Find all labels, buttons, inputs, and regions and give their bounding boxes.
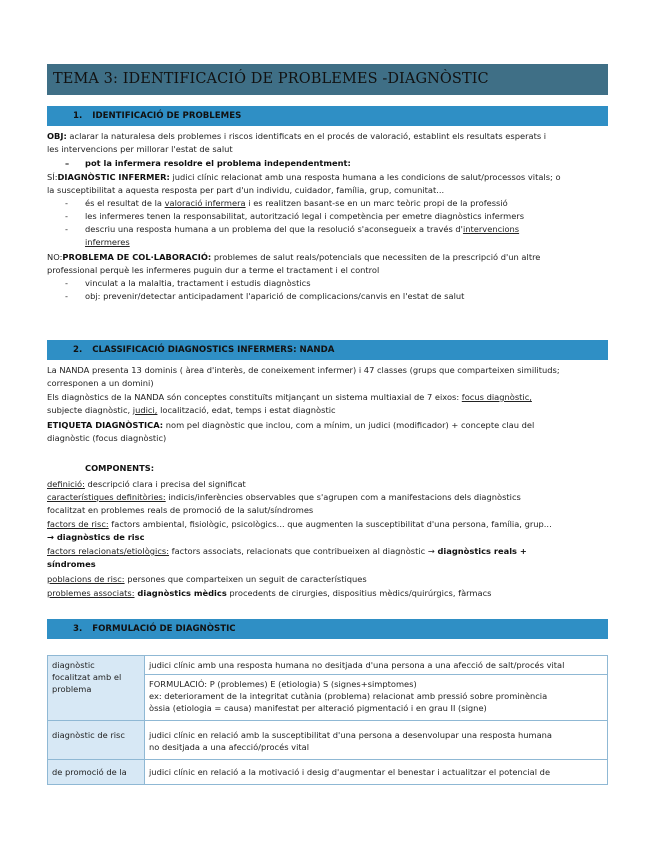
- etiqueta-line-2: diagnòstic (focus diagnòstic): [47, 433, 167, 443]
- underlined: judici,: [132, 405, 158, 415]
- table-row: [48, 760, 608, 785]
- component-text: factors ambiental, fisiològic, psicològics... que augmenten la susceptibilitat d'una persona, família, grup...: [108, 519, 552, 529]
- cell-text: judici clínic en relació amb la susceptibilitat d'una persona a desenvolupar una resposta humana: [149, 730, 553, 740]
- component-line: [47, 587, 491, 599]
- table-value-cell: [145, 760, 608, 785]
- table-row: [48, 721, 608, 760]
- table-value-cell: [145, 675, 608, 721]
- no-line-1: [47, 251, 540, 263]
- list-text: i es realitzen basant-se en un marc teòric propi de la professió: [245, 198, 508, 208]
- list-underlined: infermeres: [85, 237, 130, 247]
- list-item-continuation: [85, 236, 130, 248]
- list-item: - és el resultat de la valoració infermera i es realitzen basant-se en un marc teòric propi de la professió: [65, 198, 508, 208]
- section-number: 2.: [73, 345, 83, 355]
- underlined: focus diagnòstic,: [461, 392, 532, 402]
- obj-label: OBJ:: [47, 131, 67, 141]
- component-text: descripció clara i precisa del significat: [84, 479, 246, 489]
- page-title: TEMA 3: IDENTIFICACIÓ DE PROBLEMES -DIAGNÒSTIC: [47, 64, 608, 95]
- component-line: → diagnòstics de risc: [47, 532, 145, 542]
- si-label: DIAGNÒSTIC INFERMER:: [57, 172, 170, 182]
- list-text: descriu una resposta humana a un problema del que la resolució s'aconsegueix a través d': [85, 224, 463, 234]
- cell-text: de promoció de la: [52, 767, 127, 777]
- component-text: procedents de cirurgies, dispositius mèdics/quirúrgics, fàrmacs: [226, 588, 492, 598]
- list-text: les infermeres tenen la responsabilitat, autorització legal i competència per emetre diagnòstics infermers: [85, 211, 525, 221]
- cell-text: judici clínic amb una resposta humana no desitjada d'una persona a una afecció de salt/procés vital: [149, 660, 565, 670]
- cell-text: FORMULACIÓ: P (problemes) E (etiologia) S (signes+simptomes): [149, 679, 417, 689]
- paragraph-line: corresponen a un domini): [47, 378, 154, 388]
- text: Els diagnòstics de la NANDA són conceptes constituïts mitjançant un sistema multiaxial de 7 eixos:: [47, 392, 462, 402]
- list-item: - vinculat a la malaltia, tractament i estudis diagnòstics: [65, 278, 311, 288]
- si-line-2: la susceptibilitat a aquesta resposta per part d'un individu, cuidador, família, grup, comunitat...: [47, 185, 445, 195]
- component-line: [47, 478, 246, 490]
- cell-text: problema: [52, 684, 92, 694]
- section-title: FORMULACIÓ DE DIAGNÒSTIC: [92, 624, 236, 634]
- paragraph-line: La NANDA presenta 13 dominis ( àrea d'interès, de coneixement infermer) i 47 classes (grups que comparteixen similituds;: [47, 365, 560, 375]
- component-term: definició:: [47, 479, 85, 489]
- si-line-1: [47, 171, 561, 183]
- obj-line-1: [47, 130, 546, 142]
- component-text: indicis/inferències observables que s'agrupen com a manifestacions dels diagnòstics: [165, 492, 521, 502]
- table-row: [48, 656, 608, 675]
- no-prefix: NO:: [47, 252, 63, 262]
- component-line: [47, 491, 521, 503]
- section-header-1: [47, 106, 608, 126]
- list-text: és el resultat de la: [85, 198, 165, 208]
- no-text: problemes de salut reals/potencials que necessiten de la prescripció d'un altre: [211, 252, 541, 262]
- section-number: 1.: [73, 111, 83, 121]
- component-line: [47, 518, 552, 530]
- table-label-cell: [48, 656, 145, 721]
- list-item: - les infermeres tenen la responsabilitat, autorització legal i competència per emetre diagnòstics infermers: [65, 211, 525, 221]
- section-title: CLASSIFICACIÓ DIAGNOSTICS INFERMERS: NANDA: [92, 345, 335, 355]
- component-line: [47, 573, 367, 585]
- component-term: factors de risc:: [47, 519, 109, 529]
- list-underlined: valoració infermera: [164, 198, 246, 208]
- component-line: [47, 545, 527, 557]
- cell-text: òssia (etiologia = causa) manifestat per alteració pigmentació i en grau II (signe): [149, 703, 487, 713]
- list-text: vinculat a la malaltia, tractament i estudis diagnòstics: [85, 278, 311, 288]
- cell-text: diagnòstic de risc: [52, 730, 125, 740]
- list-text: obj: prevenir/detectar anticipadament l'aparició de complicacions/canvis en l'estat de salut: [85, 291, 465, 301]
- diagnosis-table: [47, 655, 608, 785]
- obj-text: aclarar la naturalesa dels problemes i riscos identificats en el procés de valoració, establint els resultats esperats i: [66, 131, 547, 141]
- obj-line-2: les intervencions per millorar l'estat de salut: [47, 144, 233, 154]
- table-value-cell: [145, 656, 608, 675]
- component-text: factors associats, relacionats que contribueixen al diagnòstic →: [169, 546, 438, 556]
- paragraph-line: [47, 391, 532, 403]
- paragraph-line: [47, 404, 336, 416]
- text: localització, edat, temps i estat diagnòstic: [157, 405, 336, 415]
- si-prefix: SÍ:: [47, 172, 58, 182]
- section-header-3: [47, 619, 608, 639]
- component-line: síndromes: [47, 559, 96, 569]
- no-line-2: professional perquè les infermeres puguin dur a terme el tractament i el control: [47, 265, 380, 275]
- component-term: problemes associats:: [47, 588, 135, 598]
- cell-text: focalitzat amb el: [52, 672, 122, 682]
- component-bold: diagnòstics reals +: [437, 546, 527, 556]
- list-item: - descriu una resposta humana a un problema del que la resolució s'aconsegueix a través d'intervencions: [65, 224, 520, 234]
- cell-text: diagnòstic: [52, 660, 95, 670]
- component-line: focalitzat en problemes reals de promoció de la salut/síndromes: [47, 505, 314, 515]
- component-term: característiques definitòries:: [47, 492, 166, 502]
- main-bullet: – pot la infermera resoldre el problema independentment:: [65, 158, 351, 168]
- section-header-2: [47, 340, 608, 360]
- components-heading: COMPONENTS:: [85, 463, 155, 473]
- component-term: poblacions de risc:: [47, 574, 125, 584]
- section-title: IDENTIFICACIÓ DE PROBLEMES: [92, 111, 242, 121]
- list-underlined: intervencions: [462, 224, 520, 234]
- text: subjecte diagnòstic,: [47, 405, 133, 415]
- table-label-cell: [48, 721, 145, 760]
- component-term: factors relacionats/etiològics:: [47, 546, 170, 556]
- etiqueta-text: nom pel diagnòstic que inclou, com a mínim, un judici (modificador) + concepte clau del: [163, 420, 535, 430]
- cell-text: no desitjada a una afecció/procés vital: [149, 742, 310, 752]
- si-text: judici clínic relacionat amb una resposta humana a les condicions de salut/processos vitals; o: [169, 172, 561, 182]
- component-text: persones que comparteixen un seguit de característiques: [124, 574, 367, 584]
- no-label: PROBLEMA DE COL·LABORACIÓ:: [62, 252, 212, 262]
- section-number: 3.: [73, 624, 83, 634]
- list-item: - obj: prevenir/detectar anticipadament l'aparició de complicacions/canvis en l'estat de salut: [65, 291, 465, 301]
- etiqueta-line-1: [47, 419, 534, 431]
- main-bullet-text: pot la infermera resoldre el problema independentment:: [85, 158, 351, 168]
- cell-text: ex: deteriorament de la integritat cutània (problema) relacionat amb pressió sobre prominència: [149, 691, 548, 701]
- etiqueta-label: ETIQUETA DIAGNÒSTICA:: [47, 420, 164, 430]
- component-bold: diagnòstics mèdics: [134, 588, 227, 598]
- table-value-cell: [145, 721, 608, 760]
- cell-text: judici clínic en relació a la motivació i desig d'augmentar el benestar i actualitzar el potencial de: [149, 767, 551, 777]
- table-label-cell: [48, 760, 145, 785]
